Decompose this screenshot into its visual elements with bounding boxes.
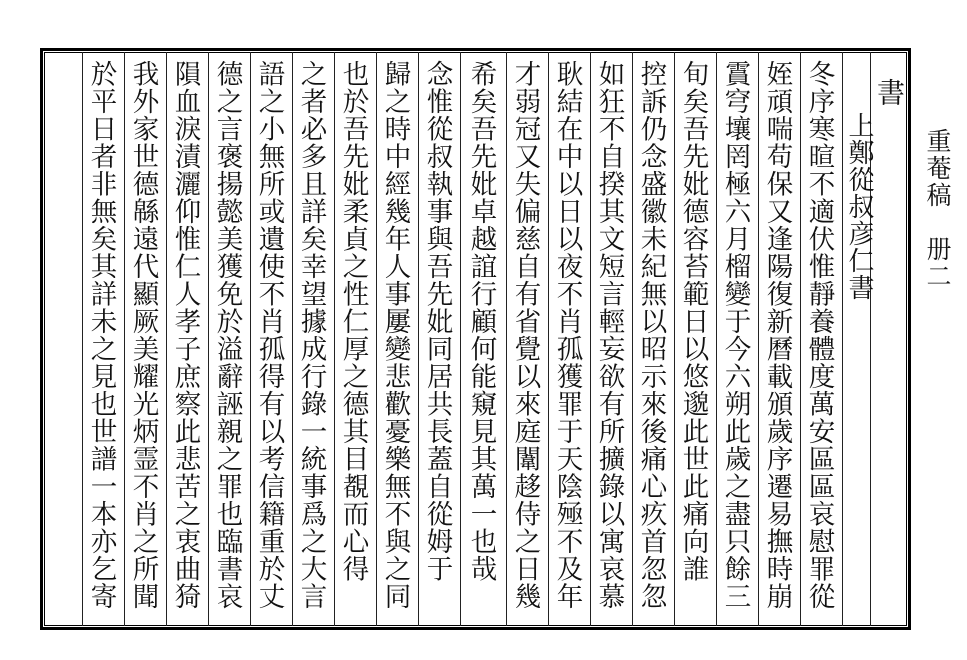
text-column: 德之言褒揚懿美獲免於溢辭誣親之罪也臨書哀 xyxy=(211,60,243,610)
text-column: 於平日者非無矣其詳未之見也世譜一本亦乞寄 xyxy=(85,60,117,610)
section-label: 書 xyxy=(873,78,906,107)
book-title-margin: 重菴稿 册二 xyxy=(923,128,952,290)
column-rule xyxy=(82,52,83,626)
column-rule xyxy=(674,52,675,626)
column-rule xyxy=(800,52,801,626)
column-rule xyxy=(376,52,377,626)
column-rule xyxy=(250,52,251,626)
text-column: 控訴仍念盛徽未紀無以昭示來後痛心疚首忽忽 xyxy=(635,60,667,610)
column-rule xyxy=(548,52,549,626)
column-rule xyxy=(632,52,633,626)
text-column: 耿結在中以日以夜不肖孤獲罪于天陰殛不及年 xyxy=(551,60,583,610)
letter-heading: 上鄭從叔彦仁書 xyxy=(844,112,874,301)
text-column: 希矣吾先妣卓越誼行顧何能窺見其萬一也哉 xyxy=(465,60,497,583)
column-rule xyxy=(716,52,717,626)
column-rule xyxy=(418,52,419,626)
text-column: 冬序寒暄不適伏惟靜養體度萬安區區哀慰罪從 xyxy=(803,60,835,610)
column-rule xyxy=(334,52,335,626)
column-rule xyxy=(124,52,125,626)
column-rule xyxy=(292,52,293,626)
text-column: 才弱冠又失偏慈自有省覺以來庭闈趍侍之日幾 xyxy=(509,60,541,610)
column-rule xyxy=(166,52,167,626)
text-column: 之者必多且詳矣幸望據成行錄一統事爲之大言 xyxy=(295,60,327,610)
text-column: 隕血淚漬灑仰惟仁人孝子庶察此悲苦之衷曲猗 xyxy=(169,60,201,610)
text-column: 旬矣吾先妣德容苔範日以悠邈此世此痛向誰 xyxy=(677,60,709,583)
text-column: 如狂不自揆其文短言輕妄欲有所擴錄以寓哀慕 xyxy=(593,60,625,610)
text-column: 語之小無所或遺使不肖孤得有以考信籍重於丈 xyxy=(253,60,285,610)
column-rule xyxy=(842,52,843,626)
text-column: 我外家世德緜遠代顯厥美耀光炳霊不肖之所聞 xyxy=(127,60,159,610)
column-rule xyxy=(460,52,461,626)
text-column: 霣穹壤罔極六月榴變于今六朔此歲之盡只餘三 xyxy=(719,60,751,610)
column-rule xyxy=(208,52,209,626)
column-rule xyxy=(506,52,507,626)
text-column: 也於吾先妣柔貞之性仁厚之德其目覩而心得 xyxy=(337,60,369,583)
text-column: 歸之時中經幾年人事屢變悲歡憂樂無不與之同 xyxy=(379,60,411,610)
text-column: 姪頑喘苟保又逢陽復新曆載頒歲序遷易撫時崩 xyxy=(761,60,793,610)
text-column: 念惟從叔執事與吾先妣同居共長蓋自從姆于 xyxy=(421,60,453,583)
column-rule xyxy=(590,52,591,626)
column-rule xyxy=(758,52,759,626)
